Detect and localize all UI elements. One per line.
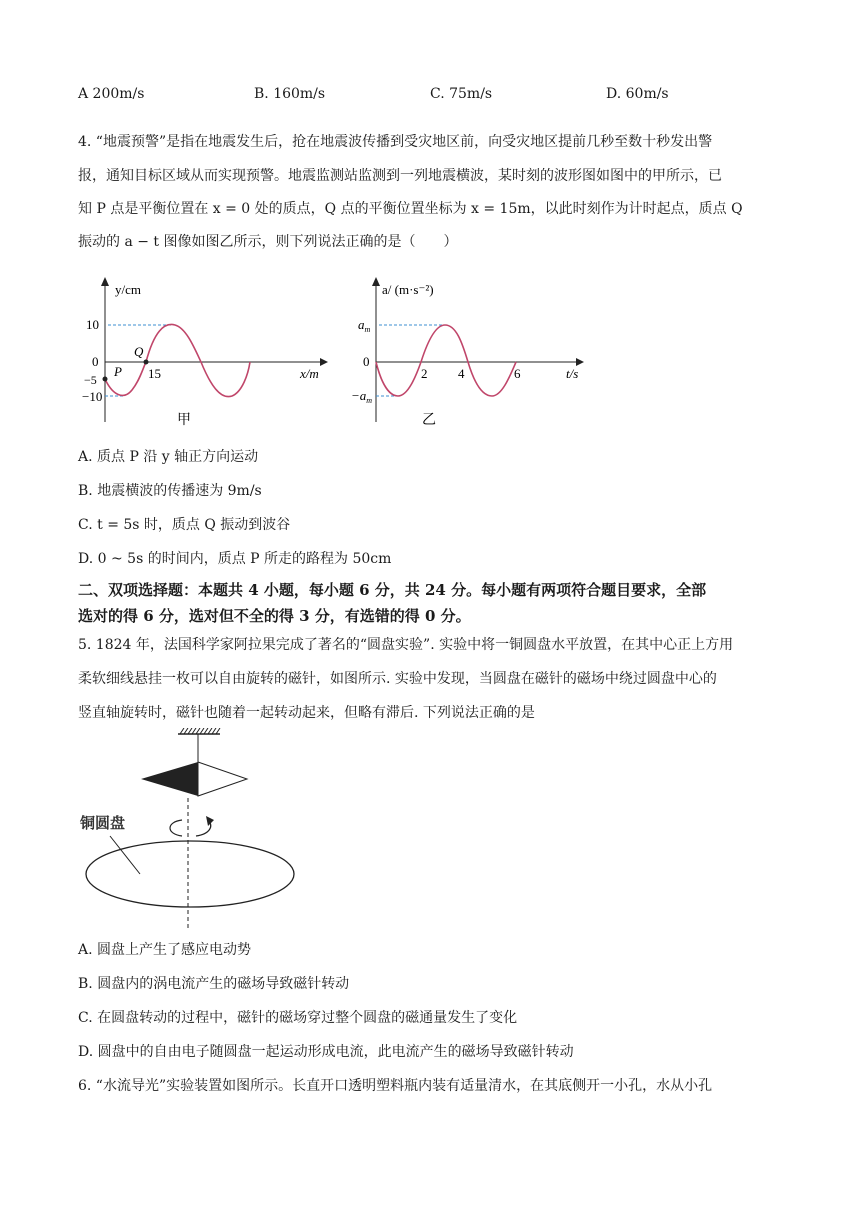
rotation-arrow-icon	[170, 820, 211, 836]
q4-option-d: D. 0 ~ 5s 的时间内，质点 P 所走的路程为 50cm	[78, 551, 392, 567]
ceiling-hatching	[180, 728, 220, 734]
copper-disc-ellipse	[86, 841, 294, 907]
jia-caption: 甲	[177, 413, 191, 428]
q3-option-b: B. 160m/s	[254, 86, 326, 102]
jia-tick-neg10: −10	[82, 389, 103, 404]
q4-option-a: A. 质点 P 沿 y 轴正方向运动	[78, 449, 259, 465]
jia-tick-15: 15	[148, 366, 161, 381]
q5-stem-line-2: 柔软细线悬挂一枚可以自由旋转的磁针，如图所示. 实验中发现，当圆盘在磁针的磁场中绕过圆盘中心的	[78, 671, 717, 687]
jia-wave-curve	[105, 324, 250, 396]
jia-y-arrow	[101, 277, 109, 286]
jia-tick-0: 0	[92, 354, 99, 369]
copper-disc-figure	[78, 728, 308, 934]
jia-x-arrow	[320, 358, 328, 366]
yi-curve	[376, 325, 516, 396]
yi-tick-4: 4	[458, 366, 465, 381]
jia-x-label: x/m	[300, 366, 319, 381]
q4-stem-line-1: 4. “地震预警”是指在地震发生后，抢在地震波传播到受灾地区前，向受灾地区提前几秒至数十秒发出警	[78, 134, 713, 150]
yi-y-arrow	[372, 277, 380, 286]
yi-tick-neg-am: $-a_m$	[351, 388, 373, 405]
yi-caption: 乙	[422, 413, 436, 428]
q4-stem-line-4: 振动的 a − t 图像如图乙所示，则下列说法正确的是（ ）	[78, 234, 458, 250]
q4-stem-line-2: 报，通知目标区域从而实现预警。地震监测站监测到一列地震横波，某时刻的波形图如图中的甲所示，已	[78, 168, 722, 184]
section2-heading-line-1: 二、双项选择题：本题共 4 小题，每小题 6 分，共 24 分。每小题有两项符合题目要求，全部	[78, 581, 707, 599]
q3-option-d: D. 60m/s	[606, 86, 669, 102]
jia-point-p-dot	[103, 377, 108, 382]
q5-option-c: C. 在圆盘转动的过程中，磁针的磁场穿过整个圆盘的磁通量发生了变化	[78, 1010, 518, 1026]
yi-tick-0: 0	[363, 354, 370, 369]
at-graph-yi	[348, 272, 588, 432]
yi-x-arrow	[576, 358, 584, 366]
jia-point-q-dot	[144, 360, 149, 365]
q4-option-b: B. 地震横波的传播速为 9m/s	[78, 483, 262, 499]
yi-tick-am: $a_m$	[358, 317, 371, 334]
q6-stem-line-1: 6. “水流导光”实验装置如图所示。长直开口透明塑料瓶内装有适量清水，在其底侧开一小孔，水从小孔	[78, 1078, 713, 1094]
yi-x-label: t/s	[566, 366, 579, 381]
rotation-arrowhead-icon	[206, 816, 214, 826]
magnet-needle-light-half	[198, 762, 247, 796]
q5-stem-line-1: 5. 1824 年，法国科学家阿拉果完成了著名的“圆盘实验”. 实验中将一铜圆盘水平放置，在其中心正上方用	[78, 637, 734, 653]
q4-stem-line-3: 知 P 点是平衡位置在 x = 0 处的质点，Q 点的平衡位置坐标为 x = 15m，以此时刻作为计时起点，质点 Q	[78, 201, 743, 217]
q3-option-c: C. 75m/s	[430, 86, 493, 102]
q5-stem-line-3: 竖直轴旋转时，磁针也随着一起转动起来，但略有滞后. 下列说法正确的是	[78, 705, 535, 721]
yi-tick-6: 6	[514, 366, 521, 381]
jia-label-q: Q	[134, 344, 144, 359]
label-pointer-line	[110, 836, 140, 874]
jia-tick-neg5: −5	[84, 373, 97, 387]
magnet-needle-dark-half	[141, 762, 198, 796]
q4-option-c: C. t = 5s 时，质点 Q 振动到波谷	[78, 517, 291, 533]
q5-option-a: A. 圆盘上产生了感应电动势	[78, 942, 252, 958]
wave-graph-jia	[80, 272, 330, 432]
q3-option-a: A 200m/s	[78, 86, 145, 102]
copper-disc-label: 铜圆盘	[80, 816, 126, 832]
jia-label-p: P	[114, 364, 122, 379]
section2-heading-line-2: 选对的得 6 分，选对但不全的得 3 分，有选错的得 0 分。	[78, 607, 471, 625]
jia-tick-10: 10	[86, 317, 99, 332]
jia-y-label: y/cm	[115, 282, 141, 297]
q5-option-b: B. 圆盘内的涡电流产生的磁场导致磁针转动	[78, 976, 350, 992]
yi-tick-2: 2	[421, 366, 428, 381]
yi-y-label: a/ (m·s⁻²)	[382, 282, 434, 297]
q5-option-d: D. 圆盘中的自由电子随圆盘一起运动形成电流，此电流产生的磁场导致磁针转动	[78, 1044, 574, 1060]
